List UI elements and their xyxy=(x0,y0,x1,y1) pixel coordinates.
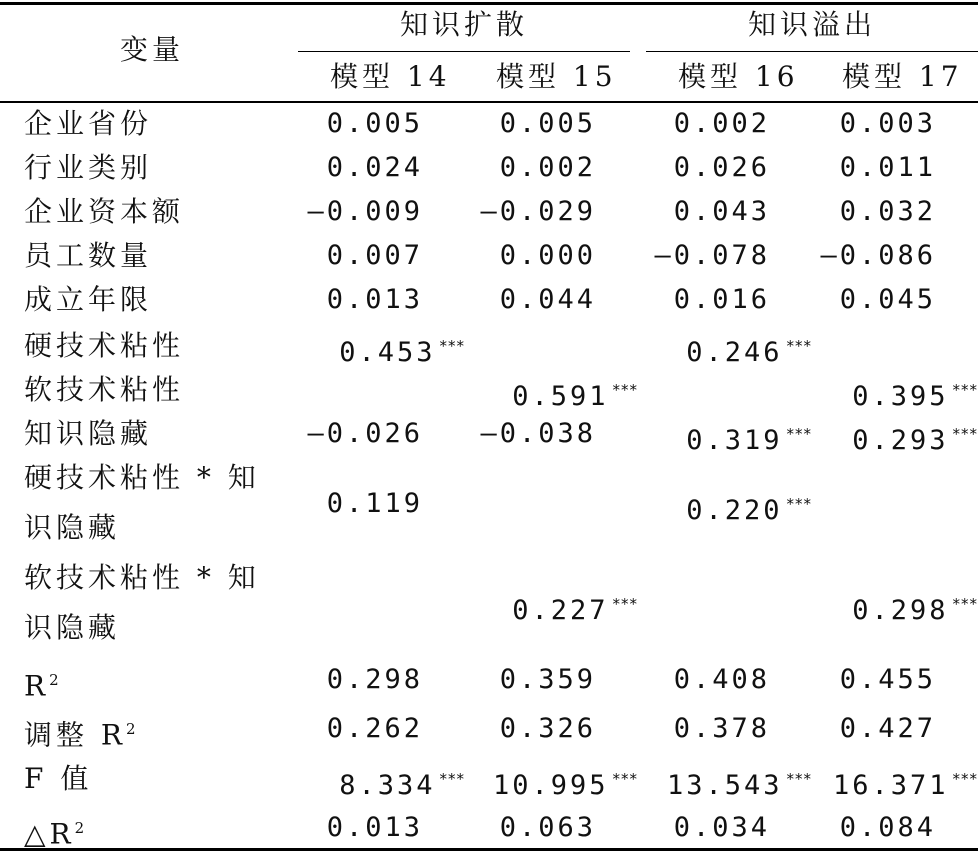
coefficient-value: 0.044 xyxy=(499,284,596,315)
row-label xyxy=(24,195,184,229)
coefficient-value: —0.009 xyxy=(307,196,423,227)
coefficient-value: 0.026 xyxy=(673,152,770,183)
coefficient-value: 0.016 xyxy=(673,284,770,315)
group1-underline xyxy=(298,51,630,52)
value-cell xyxy=(674,195,770,229)
bottom-rule xyxy=(0,848,978,851)
value-cell xyxy=(480,417,596,451)
value-cell xyxy=(339,762,465,803)
coefficient-value: 0.591 xyxy=(512,381,609,412)
significance-stars: *** xyxy=(439,770,465,788)
value-cell xyxy=(307,417,423,451)
coefficient-value: 0.359 xyxy=(499,664,596,695)
header-rule xyxy=(0,101,978,103)
coefficient-value: 16.371 xyxy=(832,770,949,801)
coefficient-value: 0.220 xyxy=(686,495,783,526)
coefficient-value: 0.007 xyxy=(326,240,423,271)
row-label-text: 企业省份 xyxy=(24,107,153,140)
coefficient-value: 0.395 xyxy=(852,381,949,412)
significance-stars: *** xyxy=(952,770,978,788)
superscript-two: 2 xyxy=(125,720,140,738)
coefficient-value: 0.119 xyxy=(326,488,423,519)
coefficient-value: —0.078 xyxy=(654,240,770,271)
coefficient-value: 0.013 xyxy=(326,284,423,315)
value-cell xyxy=(500,283,596,317)
row-label xyxy=(24,663,63,703)
model-header-15: 模型 15 xyxy=(496,60,617,93)
row-label xyxy=(24,373,184,407)
coefficient-value: —0.038 xyxy=(480,418,596,449)
value-cell xyxy=(674,283,770,317)
value-cell xyxy=(686,417,812,458)
value-cell xyxy=(674,811,770,845)
significance-stars: *** xyxy=(786,770,812,788)
row-label xyxy=(24,151,152,185)
significance-stars: *** xyxy=(612,595,638,613)
value-cell xyxy=(480,195,596,229)
coefficient-value: 0.298 xyxy=(852,595,949,626)
coefficient-value: 0.045 xyxy=(839,284,936,315)
value-cell xyxy=(327,663,423,697)
value-cell xyxy=(500,151,596,185)
coefficient-value: 0.293 xyxy=(852,425,949,456)
row-label-text: △R xyxy=(24,817,75,851)
coefficient-value: 0.002 xyxy=(499,152,596,183)
significance-stars: *** xyxy=(952,425,978,443)
model-header-14: 模型 14 xyxy=(330,60,451,93)
row-label-text: 成立年限 xyxy=(24,283,153,316)
value-cell xyxy=(686,329,812,370)
value-cell xyxy=(686,487,812,528)
coefficient-value: —0.026 xyxy=(307,418,423,449)
value-cell xyxy=(327,107,423,141)
coefficient-value: 0.043 xyxy=(673,196,770,227)
row-label xyxy=(24,762,92,796)
value-cell xyxy=(820,239,936,273)
row-label xyxy=(24,283,152,317)
row-label xyxy=(24,107,152,141)
coefficient-value: 0.453 xyxy=(339,337,436,368)
value-cell xyxy=(339,329,465,370)
row-label-line1: 软技术粘性 * 知 xyxy=(24,561,260,594)
variable-header: 变量 xyxy=(120,33,185,66)
coefficient-value: 8.334 xyxy=(339,770,436,801)
coefficient-value: 0.455 xyxy=(839,664,936,695)
value-cell xyxy=(327,487,423,521)
value-cell xyxy=(840,151,936,185)
value-cell xyxy=(674,151,770,185)
value-cell xyxy=(500,663,596,697)
value-cell xyxy=(512,587,638,628)
model-header-17: 模型 17 xyxy=(842,60,963,93)
row-label-text: 知识隐藏 xyxy=(24,417,153,450)
coefficient-value: 0.298 xyxy=(326,664,423,695)
model-header-16: 模型 16 xyxy=(678,60,799,93)
value-cell xyxy=(500,811,596,845)
row-label-line2: 识隐藏 xyxy=(24,511,121,544)
coefficient-value: —0.086 xyxy=(820,240,936,271)
coefficient-value: 0.227 xyxy=(512,595,609,626)
value-cell xyxy=(852,373,978,414)
coefficient-value: 0.262 xyxy=(326,713,423,744)
coefficient-value: 0.408 xyxy=(673,664,770,695)
coefficient-value: 13.543 xyxy=(666,770,783,801)
coefficient-value: 0.032 xyxy=(839,196,936,227)
significance-stars: *** xyxy=(612,770,638,788)
coefficient-value: 0.063 xyxy=(499,812,596,843)
value-cell xyxy=(500,712,596,746)
significance-stars: *** xyxy=(786,337,812,355)
value-cell xyxy=(327,283,423,317)
value-cell xyxy=(840,107,936,141)
coefficient-value: 0.326 xyxy=(499,713,596,744)
coefficient-value: 0.003 xyxy=(839,108,936,139)
row-label-text: 员工数量 xyxy=(24,239,153,272)
significance-stars: *** xyxy=(952,595,978,613)
value-cell xyxy=(493,762,638,803)
value-cell xyxy=(512,373,638,414)
value-cell xyxy=(327,712,423,746)
group-header-diffusion: 知识扩散 xyxy=(400,8,529,41)
group2-underline xyxy=(646,51,978,52)
row-label xyxy=(24,811,88,851)
row-label-text: 软技术粘性 xyxy=(24,373,185,406)
row-label-line1: 硬技术粘性 * 知 xyxy=(24,461,260,494)
row-label-text: 企业资本额 xyxy=(24,195,185,228)
coefficient-value: —0.029 xyxy=(480,196,596,227)
row-label xyxy=(24,329,184,363)
value-cell xyxy=(674,663,770,697)
superscript-two: 2 xyxy=(49,671,63,689)
row-label-text: F 值 xyxy=(24,762,93,795)
row-label-text: 行业类别 xyxy=(24,151,153,184)
coefficient-value: 0.034 xyxy=(673,812,770,843)
value-cell xyxy=(307,195,423,229)
coefficient-value: 0.002 xyxy=(673,108,770,139)
coefficient-value: 0.000 xyxy=(499,240,596,271)
value-cell xyxy=(327,811,423,845)
row-label-text: 硬技术粘性 xyxy=(24,329,185,362)
value-cell xyxy=(852,587,978,628)
value-cell xyxy=(654,239,770,273)
row-label xyxy=(24,239,152,273)
value-cell xyxy=(500,107,596,141)
value-cell xyxy=(500,239,596,273)
value-cell xyxy=(840,712,936,746)
significance-stars: *** xyxy=(439,337,465,355)
value-cell xyxy=(674,712,770,746)
significance-stars: *** xyxy=(952,381,978,399)
value-cell xyxy=(674,107,770,141)
significance-stars: *** xyxy=(612,381,638,399)
coefficient-value: 0.011 xyxy=(839,152,936,183)
value-cell xyxy=(840,195,936,229)
row-label-text: R xyxy=(24,669,50,703)
coefficient-value: 0.005 xyxy=(499,108,596,139)
row-label xyxy=(24,417,152,451)
significance-stars: *** xyxy=(786,425,812,443)
value-cell xyxy=(852,417,978,458)
superscript-two: 2 xyxy=(74,819,89,837)
row-label-line2: 识隐藏 xyxy=(24,611,121,644)
coefficient-value: 0.319 xyxy=(686,425,783,456)
value-cell xyxy=(840,663,936,697)
value-cell xyxy=(327,151,423,185)
coefficient-value: 0.084 xyxy=(839,812,936,843)
coefficient-value: 10.995 xyxy=(492,770,609,801)
value-cell xyxy=(667,762,812,803)
significance-stars: *** xyxy=(786,495,812,513)
row-label-text: 调整 R xyxy=(24,718,126,752)
coefficient-value: 0.024 xyxy=(326,152,423,183)
group-header-spillover: 知识溢出 xyxy=(748,8,877,41)
coefficient-value: 0.378 xyxy=(673,713,770,744)
coefficient-value: 0.427 xyxy=(839,713,936,744)
row-label xyxy=(24,712,140,752)
coefficient-value: 0.246 xyxy=(686,337,783,368)
coefficient-value: 0.005 xyxy=(326,108,423,139)
value-cell xyxy=(833,762,978,803)
value-cell xyxy=(327,239,423,273)
value-cell xyxy=(840,283,936,317)
value-cell xyxy=(840,811,936,845)
top-rule xyxy=(0,2,978,5)
coefficient-value: 0.013 xyxy=(326,812,423,843)
